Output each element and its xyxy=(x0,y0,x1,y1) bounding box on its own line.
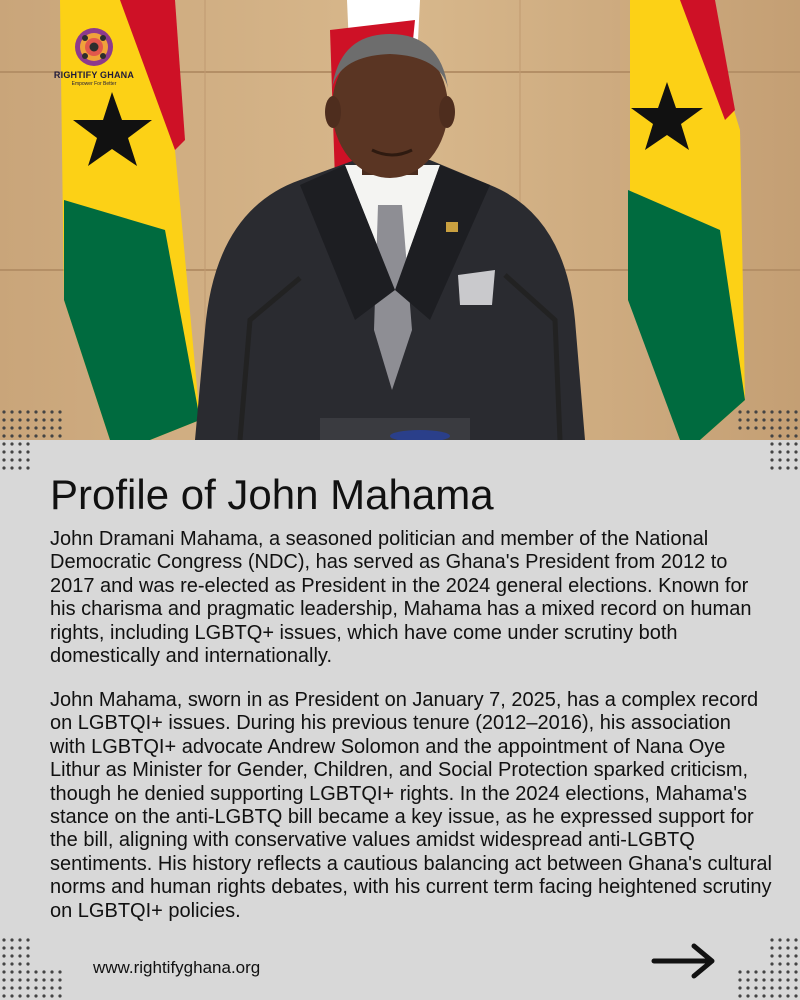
paragraph-lgbtqi-record: John Mahama, sworn in as President on January 7, 2025, has a complex record on LGBTQI+ issues. During his previous tenure (2012–2016), his association with LGBTQI+ advocate Andrew Solomon and the appointment of Nana Oye Lithur as Minister for Gender, Children, and Social Protection sparked criticism, though he denied supporting LGBTQI+ rights. In the 2024 elections, Mahama's stance on the anti-LGBTQ bill became a key issue, as he expressed support for the bill, aligning with conservative values amidst widespread anti-LGBTQ sentiments. His history reflects a cautious balancing act between Ghana's cultural norms and human rights debates, with his current term facing heightened scrutiny on LGBTQI+ policies. xyxy=(50,689,772,922)
arrow-right-icon[interactable] xyxy=(650,941,720,981)
website-link[interactable]: www.rightifyghana.org xyxy=(93,958,261,977)
page-title: Profile of John Mahama xyxy=(50,471,494,518)
rightify-logo-icon xyxy=(73,26,115,68)
brand-name: RIGHTIFY GHANA xyxy=(53,70,135,80)
hero-photo xyxy=(0,0,800,440)
dot-pattern-bottom-left xyxy=(0,936,64,1000)
paragraph-intro: John Dramani Mahama, a seasoned politician and member of the National Democratic Congress (NDC), has served as Ghana's President from 2012 to 2017 and was re-elected as President in the 2024 general elections. Known for his charisma and pragmatic leadership, Mahama has a mixed record on human rights, including LGBTQ+ issues, which have come under scrutiny both domestically and internationally. xyxy=(50,528,752,668)
dot-pattern-top-right xyxy=(736,408,800,472)
brand-logo xyxy=(52,26,136,87)
dot-pattern-top-left xyxy=(0,408,64,472)
dot-pattern-bottom-right xyxy=(736,936,800,1000)
brand-tagline: Empower For Better xyxy=(71,81,117,87)
